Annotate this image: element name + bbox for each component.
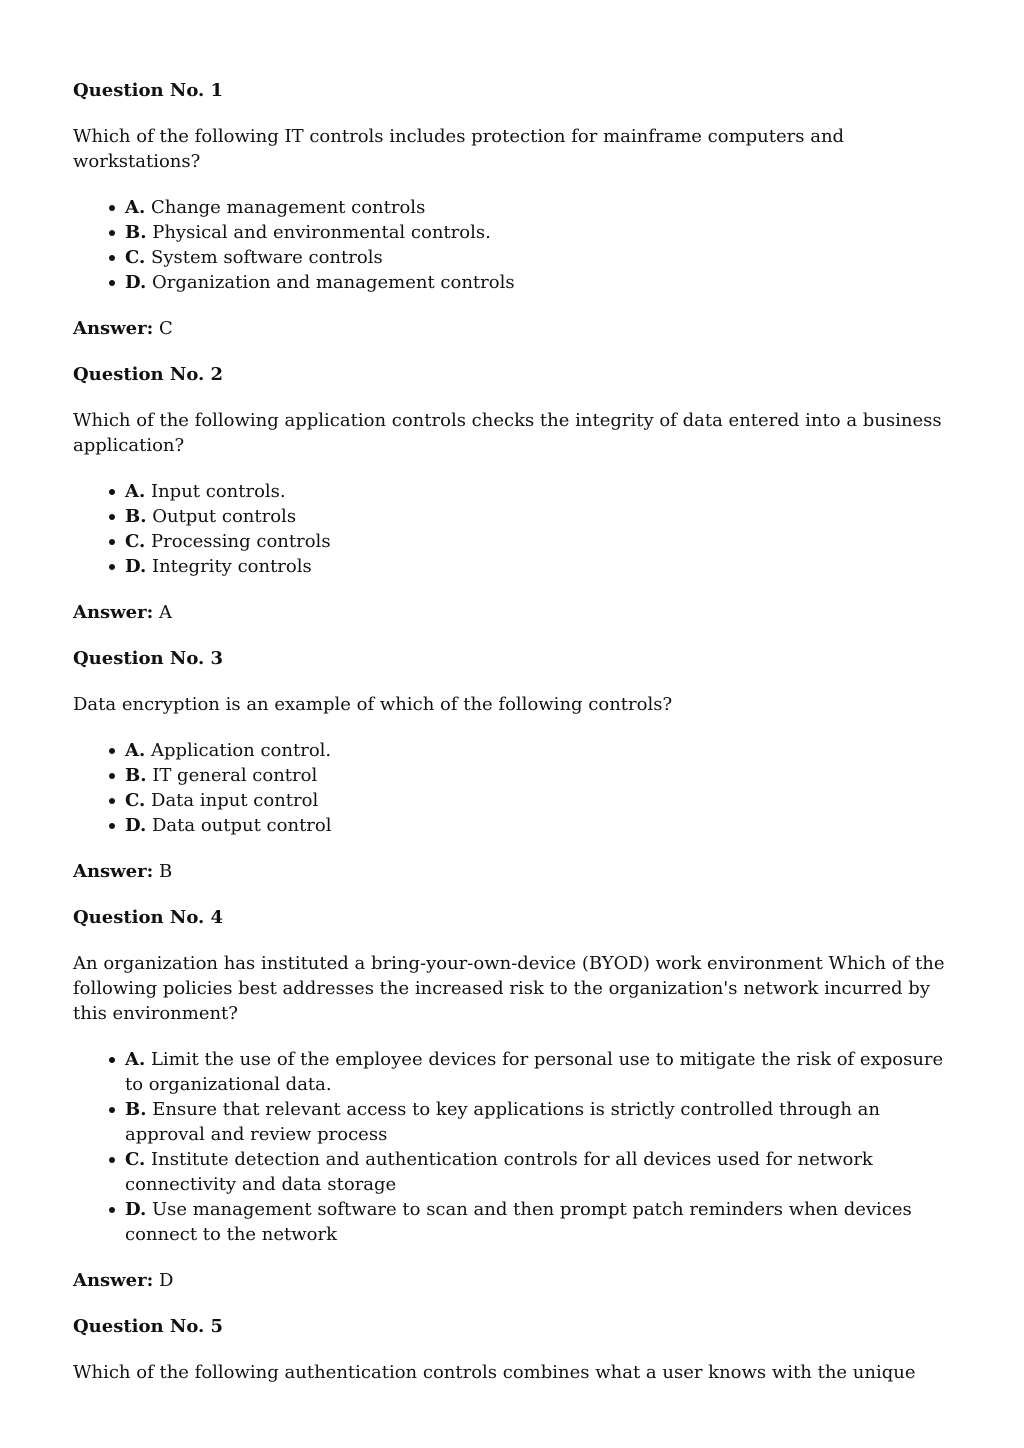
question-title: Question No. 5: [73, 1316, 224, 1337]
option-text: Application control.: [150, 740, 332, 761]
option-text: Physical and environmental controls.: [152, 222, 491, 243]
question-title: Question No. 2: [73, 364, 224, 385]
question-3: [73, 646, 951, 884]
answer-line: [73, 859, 951, 884]
answer-label: Answer:: [73, 861, 154, 882]
option-b: [125, 763, 951, 788]
option-text: Use management software to scan and then prompt patch reminders when devices connect to the network: [125, 1199, 912, 1245]
option-text: Limit the use of the employee devices for personal use to mitigate the risk of exposure to organizational data.: [125, 1049, 944, 1095]
option-c: [125, 245, 951, 270]
option-letter: D.: [125, 1199, 147, 1220]
question-text: Data encryption is an example of which of the following controls?: [73, 694, 673, 715]
option-letter: B.: [125, 506, 147, 527]
option-text: Organization and management controls: [151, 272, 515, 293]
question-text: An organization has instituted a bring-your-own-device (BYOD) work environment Which of the following policies best addresses the increased risk to the organization's network incurred by this environment?: [73, 953, 945, 1024]
option-a: [125, 479, 951, 504]
option-letter: B.: [125, 1099, 147, 1120]
option-text: Change management controls: [150, 197, 426, 218]
option-b: [125, 220, 951, 245]
question-title: Question No. 3: [73, 648, 224, 669]
option-letter: A.: [125, 740, 146, 761]
question-text: Which of the following application controls checks the integrity of data entered into a business application?: [73, 410, 942, 456]
option-letter: C.: [125, 790, 146, 811]
option-letter: B.: [125, 765, 147, 786]
option-d: [125, 813, 951, 838]
option-list: [73, 1047, 951, 1247]
answer-label: Answer:: [73, 602, 154, 623]
option-letter: A.: [125, 1049, 146, 1070]
option-list: [73, 479, 951, 579]
answer-value: C: [159, 318, 173, 339]
option-a: [125, 195, 951, 220]
option-text: System software controls: [151, 247, 383, 268]
option-letter: D.: [125, 556, 147, 577]
option-c: [125, 1147, 951, 1197]
answer-label: Answer:: [73, 1270, 154, 1291]
answer-value: D: [159, 1270, 174, 1291]
answer-value: B: [159, 861, 173, 882]
option-text: Processing controls: [151, 531, 331, 552]
option-letter: A.: [125, 197, 146, 218]
option-b: [125, 1097, 951, 1147]
option-text: Institute detection and authentication controls for all devices used for network connectivity and data storage: [125, 1149, 873, 1195]
answer-line: [73, 600, 951, 625]
option-text: Data input control: [151, 790, 319, 811]
option-text: IT general control: [152, 765, 318, 786]
option-text: Integrity controls: [151, 556, 312, 577]
question-1: [73, 78, 951, 341]
option-text: Input controls.: [150, 481, 286, 502]
question-4: [73, 905, 951, 1293]
option-text: Output controls: [152, 506, 297, 527]
option-d: [125, 554, 951, 579]
question-text: Which of the following authentication controls combines what a user knows with the unique: [73, 1362, 916, 1383]
answer-line: [73, 1268, 951, 1293]
option-d: [125, 1197, 951, 1247]
option-a: [125, 738, 951, 763]
option-b: [125, 504, 951, 529]
option-list: [73, 738, 951, 838]
option-text: Data output control: [151, 815, 332, 836]
option-text: Ensure that relevant access to key applications is strictly controlled through an approval and review process: [125, 1099, 880, 1145]
question-2: [73, 362, 951, 625]
answer-line: [73, 316, 951, 341]
option-letter: A.: [125, 481, 146, 502]
question-5: [73, 1314, 951, 1385]
option-letter: C.: [125, 247, 146, 268]
answer-value: A: [159, 602, 172, 623]
option-a: [125, 1047, 951, 1097]
question-title: Question No. 1: [73, 80, 224, 101]
question-text: Which of the following IT controls includes protection for mainframe computers and workstations?: [73, 126, 845, 172]
option-d: [125, 270, 951, 295]
option-letter: C.: [125, 531, 146, 552]
option-letter: B.: [125, 222, 147, 243]
option-letter: D.: [125, 815, 147, 836]
option-c: [125, 529, 951, 554]
answer-label: Answer:: [73, 318, 154, 339]
question-title: Question No. 4: [73, 907, 224, 928]
option-letter: C.: [125, 1149, 146, 1170]
option-list: [73, 195, 951, 295]
option-c: [125, 788, 951, 813]
option-letter: D.: [125, 272, 147, 293]
